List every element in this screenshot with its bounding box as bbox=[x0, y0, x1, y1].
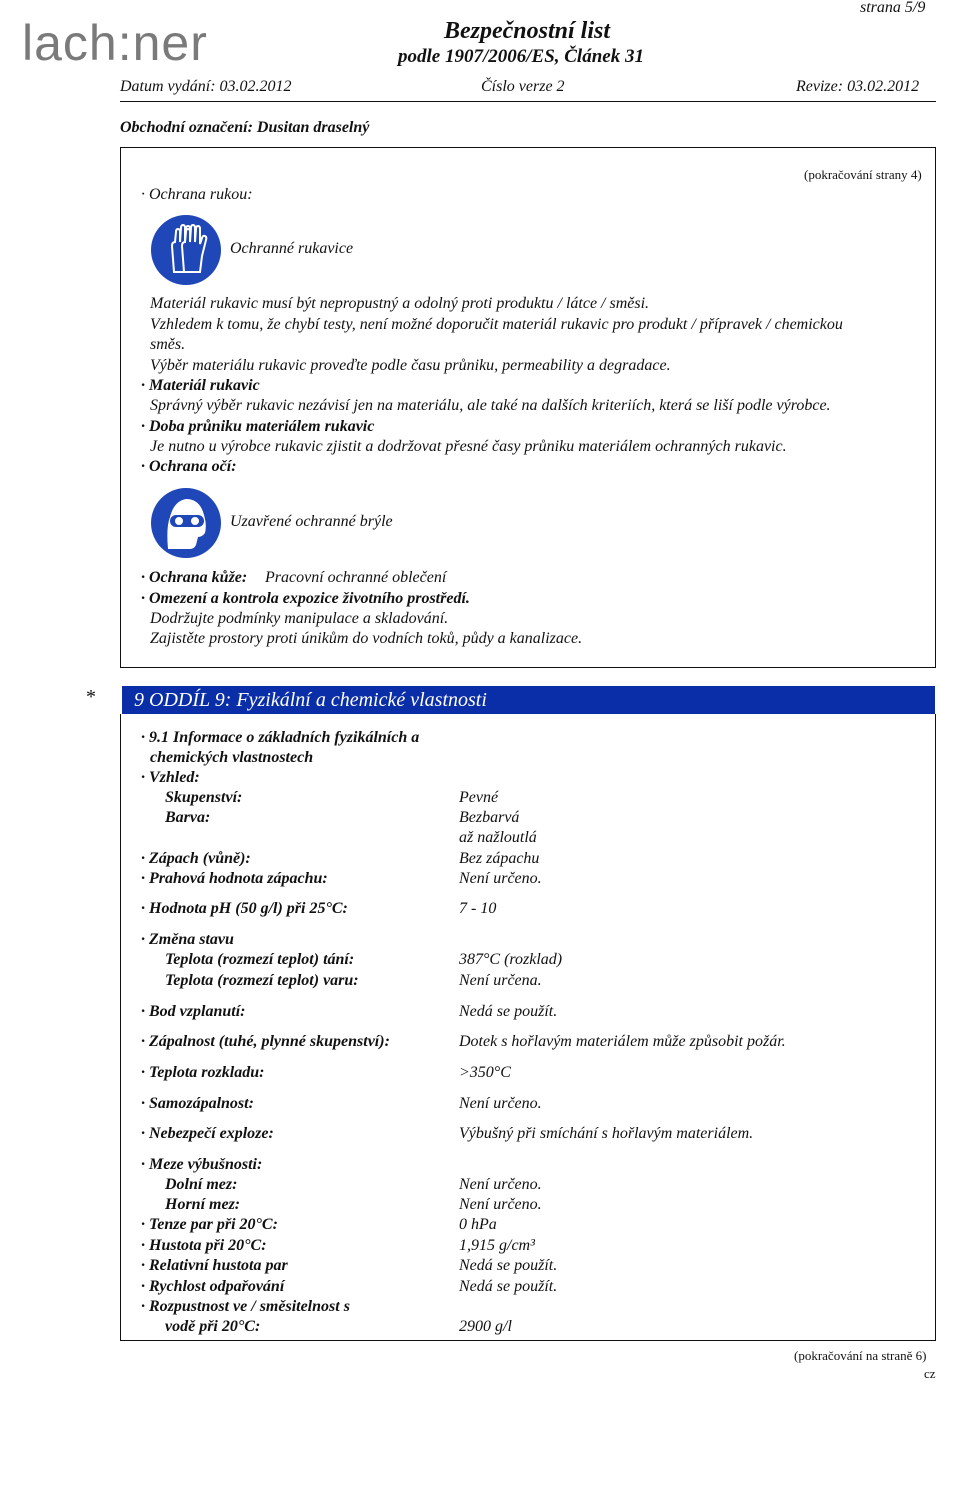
prop-label-upper-limit: Horní mez: bbox=[165, 1196, 241, 1213]
prop-value-melting: 387°C (rozklad) bbox=[459, 951, 563, 968]
goggles-icon bbox=[150, 487, 222, 559]
revision-star: * bbox=[86, 686, 96, 708]
prop-label-state-change: · Změna stavu bbox=[141, 931, 234, 948]
prop-value-vapor-pressure: 0 hPa bbox=[459, 1216, 497, 1233]
gloves-icon bbox=[150, 214, 222, 286]
hand-protection-line-3: směs. bbox=[150, 336, 186, 353]
section9-right-border bbox=[935, 714, 936, 1340]
info-heading-line-1: · 9.1 Informace o základních fyzikálních a bbox=[141, 729, 420, 746]
document-subtitle: podle 1907/2006/ES, Článek 31 bbox=[398, 46, 644, 67]
header-rule bbox=[120, 101, 936, 102]
prop-label-flash-point: · Bod vzplanutí: bbox=[141, 1003, 246, 1020]
skin-protection-label: · Ochrana kůže: bbox=[141, 569, 248, 586]
prop-value-self-ignition: Není určeno. bbox=[459, 1095, 542, 1112]
prop-value-evaporation: Nedá se použít. bbox=[459, 1278, 558, 1295]
content-left-border bbox=[120, 147, 121, 667]
glove-penetration-label: · Doba průniku materiálem rukavic bbox=[141, 418, 375, 435]
revision-date: Revize: 03.02.2012 bbox=[796, 78, 920, 95]
prop-value-lower-limit: Není určeno. bbox=[459, 1176, 542, 1193]
appearance-label: · Vzhled: bbox=[141, 769, 200, 786]
trade-name: Obchodní označení: Dusitan draselný bbox=[120, 119, 370, 136]
env-line-2: Zajistěte prostory proti únikům do vodních toků, půdy a kanalizace. bbox=[150, 630, 583, 647]
prop-value-odor: Bez zápachu bbox=[459, 850, 540, 867]
prop-label-self-ignition: · Samozápalnost: bbox=[141, 1095, 254, 1112]
prop-value-state: Pevné bbox=[459, 789, 499, 806]
goggles-caption: Uzavřené ochranné brýle bbox=[230, 513, 393, 530]
continuation-top: (pokračování strany 4) bbox=[804, 167, 922, 182]
prop-value-explosion-hazard: Výbušný při smíchání s hořlavým materiálem. bbox=[459, 1125, 754, 1142]
prop-value-upper-limit: Není určeno. bbox=[459, 1196, 542, 1213]
prop-label-vapor-density: · Relativní hustota par bbox=[141, 1257, 288, 1274]
env-exposure-label: · Omezení a kontrola expozice životního prostředí. bbox=[141, 590, 470, 607]
prop-label-explosion-limits: · Meze výbušnosti: bbox=[141, 1156, 263, 1173]
prop-label-ph: · Hodnota pH (50 g/l) při 25°C: bbox=[141, 900, 348, 917]
prop-value-density: 1,915 g/cm³ bbox=[459, 1237, 535, 1254]
prop-label-density: · Hustota při 20°C: bbox=[141, 1237, 267, 1254]
gloves-caption: Ochranné rukavice bbox=[230, 240, 354, 257]
prop-value-flammability: Dotek s hořlavým materiálem může způsobit požár. bbox=[459, 1033, 786, 1050]
info-heading-line-2: chemických vlastnostech bbox=[150, 749, 314, 766]
eye-protection-label: · Ochrana očí: bbox=[141, 458, 237, 475]
prop-label-odor: · Zápach (vůně): bbox=[141, 850, 251, 867]
issue-date: Datum vydání: 03.02.2012 bbox=[120, 78, 292, 95]
glove-material-label: · Materiál rukavic bbox=[141, 377, 260, 394]
prop-label-flammability: · Zápalnost (tuhé, plynné skupenství): bbox=[141, 1033, 390, 1050]
glove-material-text: Správný výběr rukavic nezávisí jen na materiálu, ale také na dalších kriteriích, která se liší podle výrobce. bbox=[150, 397, 831, 414]
hand-protection-line-1: Materiál rukavic musí být nepropustný a odolný proti produktu / látce / směsi. bbox=[150, 295, 650, 312]
document-title: Bezpečnostní list bbox=[444, 18, 611, 44]
prop-label-lower-limit: Dolní mez: bbox=[165, 1176, 238, 1193]
prop-label-state: Skupenství: bbox=[165, 789, 243, 806]
hand-protection-line-4: Výběr materiálu rukavic proveďte podle času průniku, permeability a degradace. bbox=[150, 357, 671, 374]
prop-value-decomposition: >350°C bbox=[459, 1064, 511, 1081]
prop-value-vapor-density: Nedá se použít. bbox=[459, 1257, 558, 1274]
skin-protection-value: Pracovní ochranné oblečení bbox=[265, 569, 447, 586]
glove-penetration-text: Je nutno u výrobce rukavic zjistit a dodržovat přesné časy průniku materiálem ochranných rukavic. bbox=[150, 438, 787, 455]
prop-value-flash-point: Nedá se použít. bbox=[459, 1003, 558, 1020]
section9-bottom-rule bbox=[120, 1340, 936, 1341]
prop-label-explosion-hazard: · Nebezpečí exploze: bbox=[141, 1125, 274, 1142]
prop-value-color: Bezbarvá bbox=[459, 809, 520, 826]
prop-label-color: Barva: bbox=[165, 809, 211, 826]
hand-protection-label: · Ochrana rukou: bbox=[141, 186, 253, 203]
content-right-border bbox=[935, 147, 936, 667]
version-number: Číslo verze 2 bbox=[481, 78, 565, 95]
section9-title: 9 ODDÍL 9: Fyzikální a chemické vlastnosti bbox=[122, 686, 935, 714]
language-code: cz bbox=[924, 1366, 936, 1381]
prop-value-color-2: až nažloutlá bbox=[459, 829, 537, 846]
env-line-1: Dodržujte podmínky manipulace a skladování. bbox=[150, 610, 449, 627]
prop-label-decomposition: · Teplota rozkladu: bbox=[141, 1064, 265, 1081]
section8-bottom-rule bbox=[120, 667, 936, 668]
prop-value-boiling: Není určena. bbox=[459, 972, 542, 989]
prop-value-solubility-water: 2900 g/l bbox=[459, 1318, 512, 1335]
prop-label-solubility-water: vodě při 20°C: bbox=[165, 1318, 261, 1335]
prop-value-ph: 7 - 10 bbox=[459, 900, 497, 917]
prop-label-odor-threshold: · Prahová hodnota zápachu: bbox=[141, 870, 328, 887]
hand-protection-line-2: Vzhledem k tomu, že chybí testy, není možné doporučit materiál rukavic pro produkt / přípravek / chemickou bbox=[150, 316, 843, 333]
page-number: strana 5/9 bbox=[860, 0, 926, 16]
prop-label-melting: Teplota (rozmezí teplot) tání: bbox=[165, 951, 355, 968]
prop-label-solubility: · Rozpustnost ve / směsitelnost s bbox=[141, 1298, 350, 1315]
prop-label-boiling: Teplota (rozmezí teplot) varu: bbox=[165, 972, 359, 989]
continuation-bottom: (pokračování na straně 6) bbox=[794, 1348, 927, 1363]
company-logo: lach:ner bbox=[22, 15, 208, 71]
section9-left-border bbox=[120, 714, 121, 1340]
prop-label-vapor-pressure: · Tenze par při 20°C: bbox=[141, 1216, 278, 1233]
prop-value-odor-threshold: Není určeno. bbox=[459, 870, 542, 887]
trade-name-rule bbox=[120, 147, 936, 148]
prop-label-evaporation: · Rychlost odpařování bbox=[141, 1278, 285, 1295]
